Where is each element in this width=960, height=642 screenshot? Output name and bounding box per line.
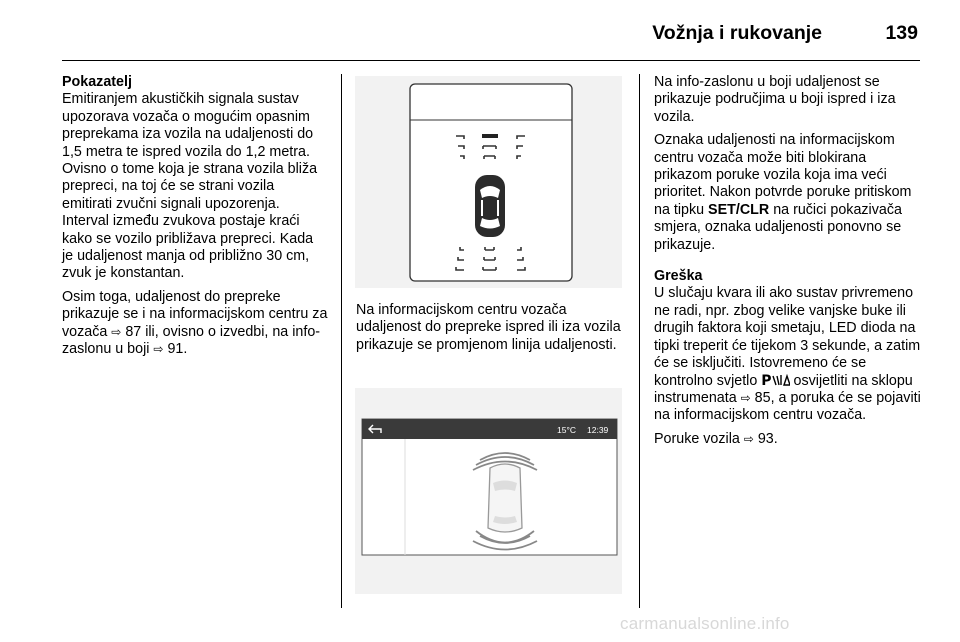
clock-readout: 12:39 — [587, 425, 609, 435]
paragraph: Na info-zaslonu u boji udaljenost se prikazuje područjima u boji ispred i iza vozila. — [654, 74, 896, 125]
page-ref: 87 — [125, 323, 142, 340]
column-divider — [639, 74, 640, 608]
section-heading-indicator: Pokazatelj — [62, 74, 132, 90]
page-ref: 93. — [757, 430, 778, 447]
driver-info-display-illustration — [355, 76, 622, 288]
page-ref-arrow-icon: ⇨ — [153, 342, 164, 357]
paragraph: Emitiranjem akustičkih signala sustav upozorava vozača o mogućim opasnim preprekama iza vozila na udaljenosti do 1,5 metra te ispred vozila do 1,2 metra. Ovisno o tome koja je strana vozila bliža prepreci, na toj će se strani vozila emitirati zvučni signali upozorenja. Interval između zvukova postaje kraći kako se vozilo približava prepreci. Kada je udaljenost manja od približno 30 cm, zvuk je konstantan. — [62, 91, 318, 282]
page-title: Vožnja i rukovanje — [652, 22, 822, 44]
page-number: 139 — [885, 22, 918, 44]
active-distance-bar — [482, 134, 498, 138]
page-ref: 85 — [754, 389, 771, 406]
page-ref: 91. — [167, 341, 188, 358]
figure-colour-info-display — [355, 388, 622, 594]
car-outline-icon — [488, 464, 522, 532]
header-rule — [62, 60, 920, 61]
page-ref-arrow-icon: ⇨ — [740, 390, 751, 405]
figure-driver-info-centre — [355, 76, 622, 288]
column-3 — [654, 74, 924, 454]
column-1 — [62, 74, 328, 365]
page-header — [62, 18, 920, 62]
temperature-readout: 15°C — [557, 425, 576, 435]
page-ref-arrow-icon: ⇨ — [111, 324, 122, 339]
car-top-view-icon — [475, 175, 505, 237]
watermark: carmanualsonline.info — [620, 614, 790, 633]
column-divider — [341, 74, 342, 608]
page-ref-arrow-icon: ⇨ — [743, 431, 754, 446]
paragraph: Na informacijskom centru vozača udaljenost do prepreke ispred ili iza vozila prikazuje se promjenom linija udaljenosti. — [356, 302, 621, 353]
paragraph: Poruke vozila ⇨ 93. — [654, 430, 778, 447]
section-heading-fault: Greška — [654, 268, 703, 285]
paragraph: Osim toga, udaljenost do prepreke prikazuje se i na informacijskom centru za vozača ⇨ 87 ili, ovisno o izvedbi, na info-zaslonu u boji ⇨ 91. — [62, 288, 328, 358]
paragraph: U slučaju kvara ili ako sustav privremeno ne radi, npr. zbog velike vanjske buke ili drugih faktora koji smetaju, LED dioda na tipki treperit će tijekom 3 sekunde, a zatim će se isključiti. Istovremeno će se kontrolno svjetlo P osvijetliti na sklopu instrumenata ⇨ 85, a poruka će se pojaviti na informacijskom centru vozača. — [654, 285, 921, 424]
key-name: SET/CLR — [708, 201, 770, 218]
parking-assist-warning-icon: P — [761, 373, 789, 389]
column-2-text — [356, 302, 626, 354]
paragraph: Oznaka udaljenosti na informacijskom centru vozača može biti blokirana prikazom poruke vozila koja ima veći prioritet. Nakon potvrde poruke pritiskom na tipku SET/CLR na ručici pokazivača smjera, oznaka udaljenosti ponovno se prikazuje. — [654, 132, 912, 253]
colour-info-display-illustration — [355, 388, 622, 594]
